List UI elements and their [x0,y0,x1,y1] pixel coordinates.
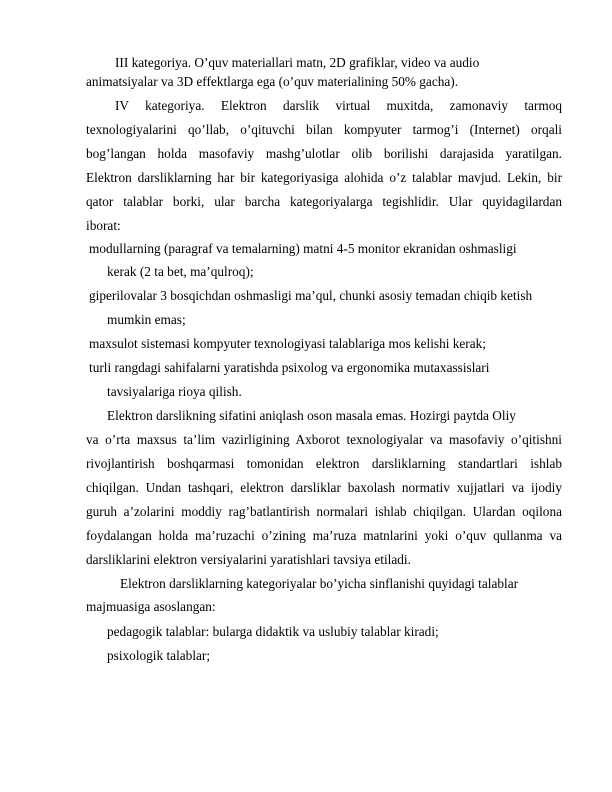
list-item-line: psixologik talablar; [107,648,211,663]
paragraph-line: qator talablar borki, ular barcha kategoriyalarga tegishlidir. Ular quyidagilardan [86,194,562,209]
paragraph-line: darsliklarini elektron versiyalarini yaratishlari tavsiya etiladi. [86,552,411,567]
list-item-line: maxsulot sistemasi kompyuter texnologiyasi talablariga mos kelishi kerak; [89,336,486,351]
paragraph-line: Elektron darslikning sifatini aniqlash oson masala emas. Hozirgi paytda Oliy [107,408,516,423]
list-item-line: turli rangdagi sahifalarni yaratishda psixolog va ergonomika mutaxassislari [89,360,490,375]
paragraph-line: texnologiyalarini qo’llab, o’qituvchi bilan kompyuter tarmog’i (Internet) orqali [86,122,562,137]
list-item-line: mumkin emas; [107,312,186,327]
paragraph-line: foydalangan holda ma’ruzachi o’zining ma’ruza matnlarini yoki o’quv qullanma va [86,528,562,543]
paragraph-line: Elektron darsliklarning kategoriyalar bo’yicha sinflanishi quyidagi talablar [120,576,519,591]
paragraph-line: animatsiyalar va 3D effektlarga ega (o’quv materialining 50% gacha). [86,74,459,89]
paragraph-line: va o’rta maxsus ta’lim vazirligining Axborot texnologiyalar va masofaviy o’qitishni [86,432,562,447]
paragraph-line: IV kategoriya. Elektron darslik virtual muxitda, zamonaviy tarmoq [115,98,562,113]
paragraph-line: chiqilgan. Undan tashqari, elektron darsliklar baxolash normativ xujjatlari va ijodiy [86,480,562,495]
list-item-line: pedagogik talablar: bularga didaktik va uslubiy talablar kiradi; [107,624,439,639]
list-item-line: giperilovalar 3 bosqichdan oshmasligi ma’qul, chunki asosiy temadan chiqib ketish [89,288,533,303]
list-item-line: modullarning (paragraf va temalarning) matni 4-5 monitor ekranidan oshmasligi [89,241,517,256]
paragraph-line: rivojlantirish boshqarmasi tomonidan elektron darsliklarning standartlari ishlab [86,456,562,471]
paragraph-line: Elektron darsliklarning har bir kategoriyasiga alohida o’z talablar mavjud. Lekin, bir [86,170,562,185]
list-item-line: kerak (2 ta bet, ma’qulroq); [107,264,254,279]
paragraph-line: III kategoriya. O’quv materiallari matn, 2D grafiklar, video va audio [115,55,480,70]
list-item-line: tavsiyalariga rioya qilish. [107,384,242,399]
paragraph-line: majmuasiga asoslangan: [86,599,216,614]
paragraph-line: bog’langan holda masofaviy mashg’ulotlar olib borilishi darajasida yaratilgan. [86,146,562,161]
paragraph-line: iborat: [86,218,121,233]
paragraph-line: guruh a’zolarini moddiy rag’batlantirish normalari ishlab chiqilgan. Ulardan oqilona [86,504,562,519]
